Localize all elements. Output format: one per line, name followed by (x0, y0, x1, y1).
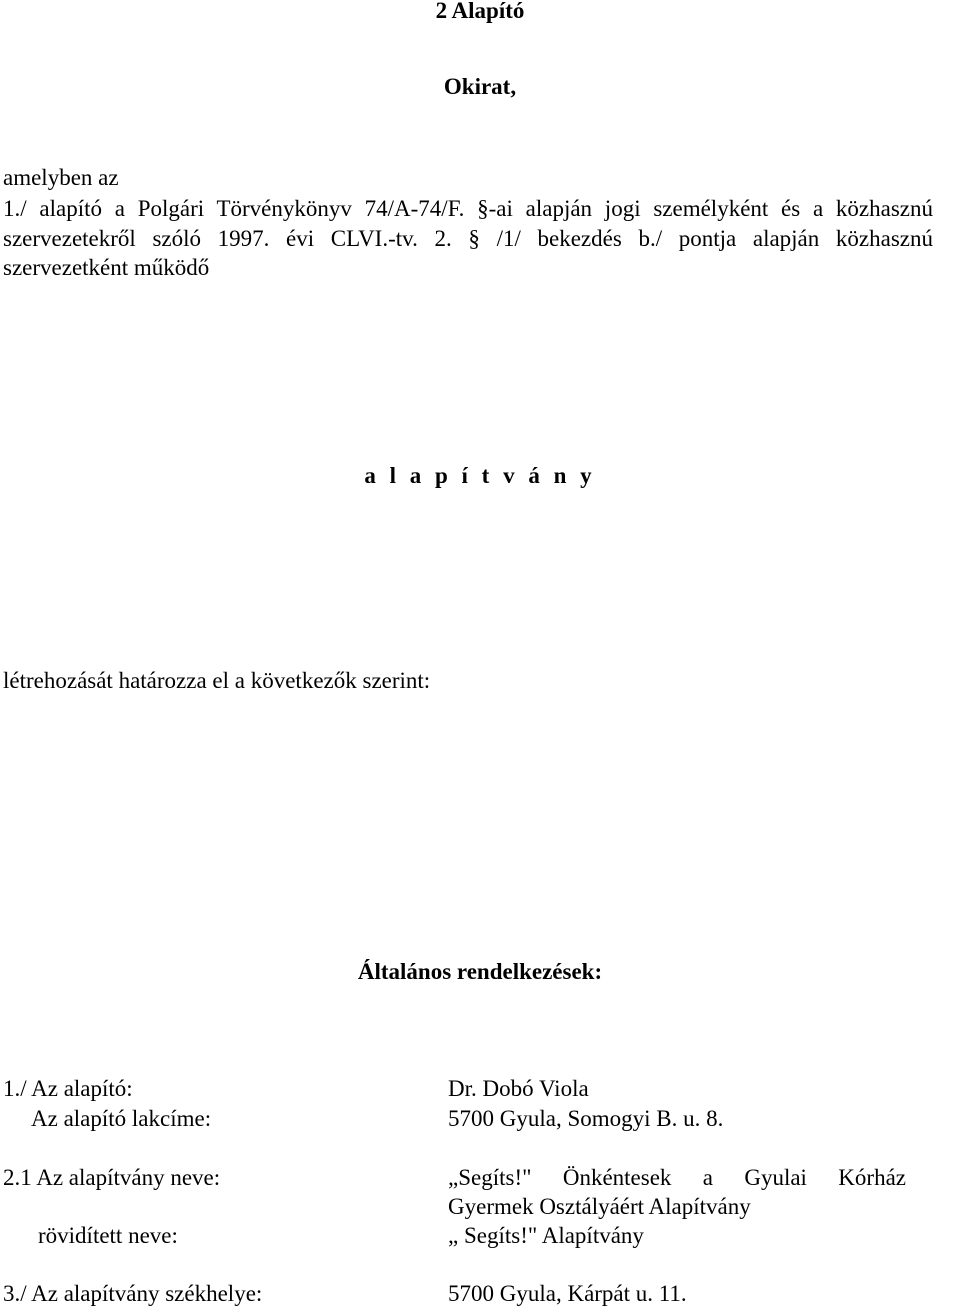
seat-label: 3./ Az alapítvány székhelye: (3, 1281, 263, 1306)
address-value: 5700 Gyula, Somogyi B. u. 8. (448, 1106, 724, 1131)
intro-line-3: szervezetekről szóló 1997. évi CLVI.-tv. 2. § /1/ bekezdés b./ pontja alapján közhasznú (3, 226, 933, 251)
name-value-line-1: „Segíts!" Önkéntesek a Gyulai Kórház (448, 1165, 906, 1190)
name-label: 2.1 Az alapítvány neve: (3, 1165, 221, 1190)
founder-label: 1./ Az alapító: (3, 1076, 133, 1101)
seat-value: 5700 Gyula, Kárpát u. 11. (448, 1281, 687, 1306)
name-value-line-2: Gyermek Osztályáért Alapítvány (448, 1194, 751, 1219)
section-title: Általános rendelkezések: (357, 959, 603, 984)
short-name-label: rövidített neve: (38, 1223, 178, 1248)
intro-line-4: szervezetként működő (3, 255, 210, 280)
address-label: Az alapító lakcíme: (31, 1106, 212, 1131)
founder-value: Dr. Dobó Viola (448, 1076, 589, 1101)
short-name-value: „ Segíts!" Alapítvány (448, 1223, 644, 1248)
intro-line-2: 1./ alapító a Polgári Törvénykönyv 74/A-74/F. §-ai alapján jogi személyként és a közhasznú (3, 196, 933, 221)
top-title: 2 Alapító (435, 0, 525, 23)
document-title: Okirat, (443, 74, 517, 99)
foundation-word: a l a p í t v á n y (364, 463, 596, 488)
creation-line: létrehozását határozza el a következők szerint: (3, 668, 431, 693)
intro-line-1: amelyben az (3, 165, 119, 190)
